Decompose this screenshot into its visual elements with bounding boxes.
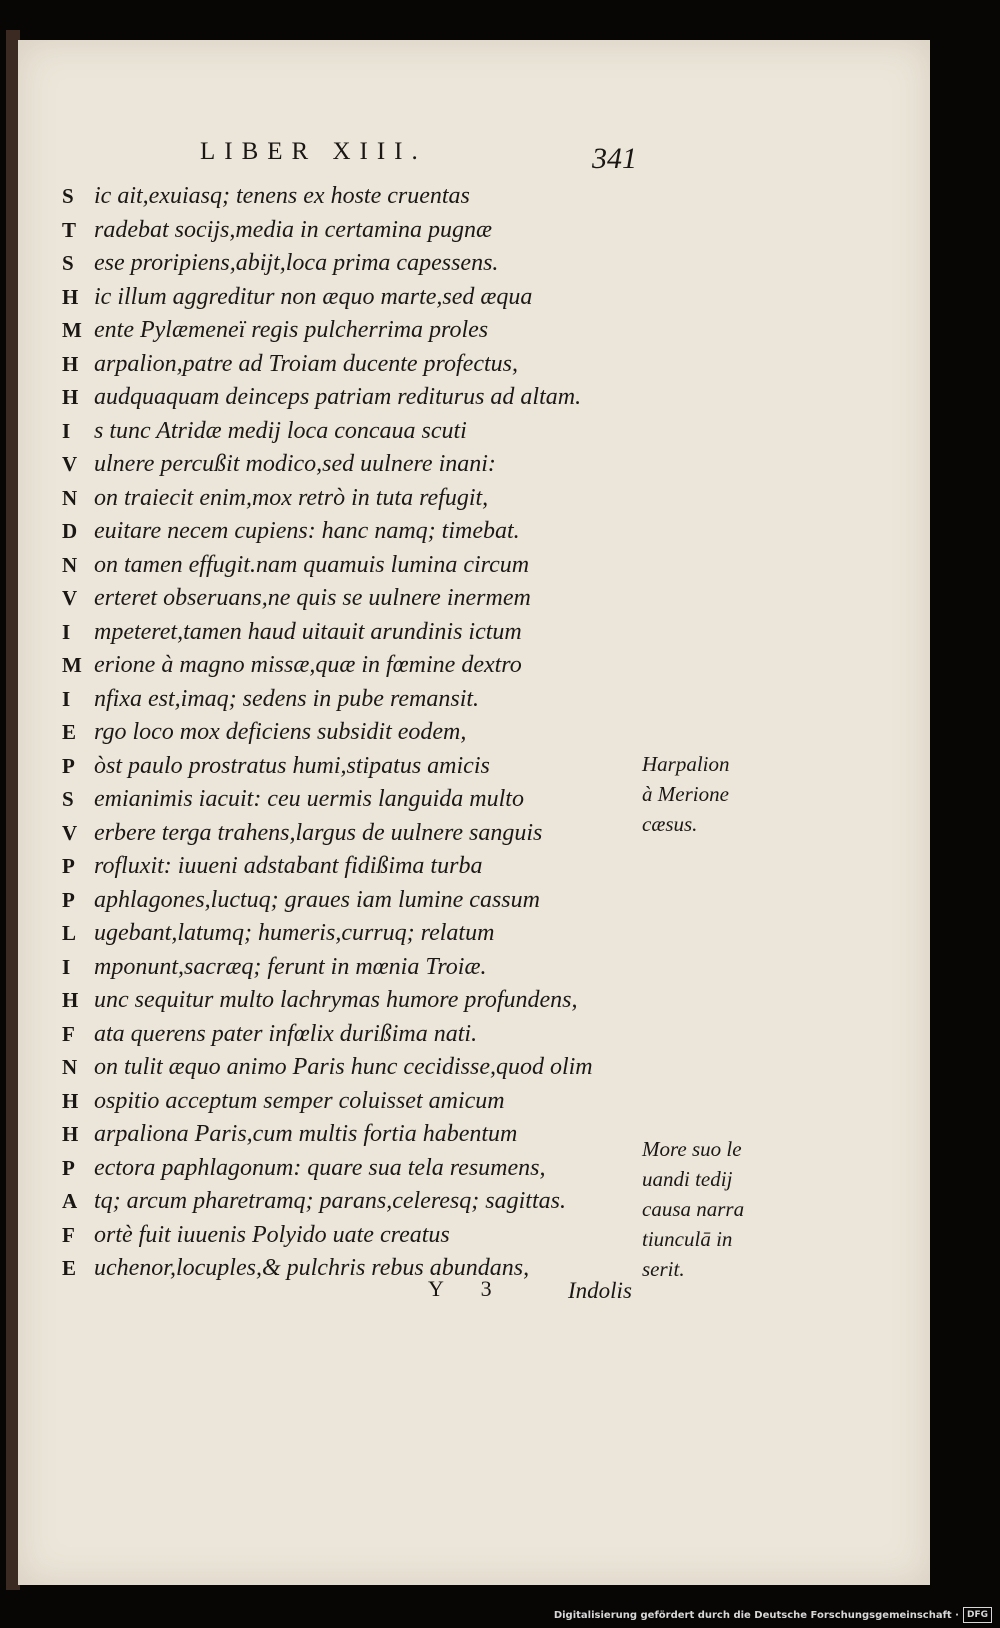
verse-text: arpalion,patre ad Troiam ducente profectus, [94,350,518,377]
verse-text: ic ait,exuiasq; tenens ex hoste cruentas [94,183,470,209]
verse-text: rgo loco mox deficiens subsidit eodem, [94,719,467,745]
verse-initial: S [62,787,74,811]
verse-line [62,1051,622,1085]
verse-text: on tamen effugit.nam quamuis lumina circum [94,551,530,578]
verse-initial: I [62,619,71,644]
verse-text: mponunt,sacræq; ferunt in mœnia Troiæ. [94,953,487,980]
verse-text: ugebant,latumq; humeris,curruq; relatum [94,920,495,946]
verse-text: ospitio acceptum semper coluisset amicum [94,1087,505,1114]
verse-initial: P [62,1155,75,1180]
verse-text: euitare necem cupiens: hanc namq; timebat. [94,518,520,544]
page-number: 341 [592,142,637,175]
verse-line [62,884,622,918]
margin-note-line: More suo le [642,1137,742,1161]
verse-line [62,616,622,650]
verse-text: on traiecit enim,mox retrò in tuta refugit, [94,484,489,511]
verse-line [62,984,622,1018]
verse-line [62,348,622,382]
verse-text: ese proripiens,abijt,loca prima capessens. [94,250,499,276]
verse-initial: H [62,988,79,1012]
verse-line [62,314,622,348]
verse-text: arpaliona Paris,cum multis fortia habentum [94,1121,518,1147]
verse-line [62,1118,622,1152]
verse-text: unc sequitur multo lachrymas humore profundens, [94,987,578,1013]
verse-initial: H [62,351,79,376]
verse-initial: N [62,1055,78,1079]
digitization-credit [554,1606,992,1624]
margin-note-line: serit. [642,1257,685,1281]
dfg-logo-icon: DFG [963,1607,992,1623]
verse-line [62,247,622,281]
verse-line [62,716,622,750]
verse-line [62,917,622,951]
margin-note-line: Harpalion [642,752,730,776]
verse-text: ulnere percußit modico,sed uulnere inani: [94,451,496,477]
verse-initial: N [62,485,78,510]
credit-text: Digitalisierung gefördert durch die Deutsche Forschungsgemeinschaft · [553,1609,959,1621]
verse-line [62,850,622,884]
verse-line [62,582,622,616]
verse-initial: V [62,452,78,476]
verse-initial: M [62,318,82,342]
verse-initial: H [62,1122,79,1146]
verse-line [62,180,622,214]
verse-line [62,1252,622,1286]
verse-line [62,515,622,549]
verse-line [62,281,622,315]
signature-mark: Y 3 [428,1276,508,1301]
catchword: Indolis [568,1278,632,1303]
verse-line [62,1185,622,1219]
verse-initial: H [62,284,79,309]
verse-line [62,683,622,717]
verse-initial: N [62,552,78,577]
verse-text: erbere terga trahens,largus de uulnere sanguis [94,819,543,846]
margin-note-harpalion [642,749,730,839]
verse-line [62,951,622,985]
verse-text: s tunc Atridæ medij loca concaua scuti [94,417,467,444]
verse-line [62,214,622,248]
verse-initial: P [62,854,75,878]
verse-text: audquaquam deinceps patriam rediturus ad altam. [94,384,582,410]
verse-text: nfixa est,imaq; sedens in pube remansit. [94,685,480,712]
verse-line [62,1018,622,1052]
verse-initial: P [62,887,75,912]
verse-text: emianimis iacuit: ceu uermis languida multo [94,786,524,812]
verse-line [62,448,622,482]
verse-text: ata querens pater infœlix durißima nati. [94,1020,478,1047]
running-head: LIBER XIII. [200,138,427,165]
margin-note-more-suo [642,1134,744,1284]
verse-initial: L [62,921,77,945]
verse-block [62,180,622,1286]
verse-initial: E [62,1256,77,1280]
margin-note-line: à Merione [642,782,729,806]
margin-note-line: tiunculā in [642,1227,733,1251]
verse-line [62,415,622,449]
verse-text: ortè fuit iuuenis Polyido uate creatus [94,1221,450,1248]
verse-text: rofluxit: iuueni adstabant fidißima turba [94,853,483,879]
verse-line [62,1085,622,1119]
verse-initial: F [62,1021,75,1046]
verse-initial: H [62,385,79,409]
verse-initial: D [62,519,78,543]
verse-line [62,649,622,683]
verse-line [62,549,622,583]
verse-text: aphlagones,luctuq; graues iam lumine cassum [94,886,540,913]
verse-text: uchenor,locuples,& pulchris rebus abundans, [94,1255,530,1281]
verse-text: erteret obseruans,ne quis se uulnere inermem [94,585,531,611]
verse-text: ente Pylæmeneï regis pulcherrima proles [94,317,489,343]
margin-note-line: cæsus. [642,812,698,836]
verse-line [62,783,622,817]
verse-initial: I [62,686,71,711]
verse-initial: V [62,820,78,845]
verse-initial: I [62,418,71,443]
verse-text: erione à magno missæ,quæ in fœmine dextro [94,652,522,678]
verse-text: ic illum aggreditur non æquo marte,sed æqua [94,283,533,310]
verse-initial: A [62,1189,78,1213]
verse-line [62,482,622,516]
verse-text: on tulit æquo animo Paris hunc cecidisse,quod olim [94,1054,593,1080]
verse-initial: V [62,586,78,610]
verse-initial: S [62,184,74,208]
verse-initial: P [62,753,75,778]
verse-text: mpeteret,tamen haud uitauit arundinis ictum [94,618,522,645]
verse-text: tq; arcum pharetramq; parans,celeresq; sagittas. [94,1188,566,1214]
margin-note-line: causa narra [642,1197,745,1221]
margin-note-line: uandi tedij [642,1167,733,1191]
verse-initial: I [62,954,71,979]
verse-text: ectora paphlagonum: quare sua tela resumens, [94,1154,546,1181]
verse-initial: M [62,653,82,677]
verse-text: radebat socijs,media in certamina pugnæ [94,216,492,243]
verse-initial: F [62,1222,75,1247]
verse-initial: T [62,217,77,242]
verse-initial: H [62,1088,79,1113]
verse-line [62,817,622,851]
verse-text: òst paulo prostratus humi,stipatus amicis [94,752,490,779]
verse-initial: S [62,251,74,275]
verse-line [62,750,622,784]
verse-line [62,1219,622,1253]
verse-line [62,381,622,415]
verse-line [62,1152,622,1186]
verse-initial: E [62,720,77,744]
